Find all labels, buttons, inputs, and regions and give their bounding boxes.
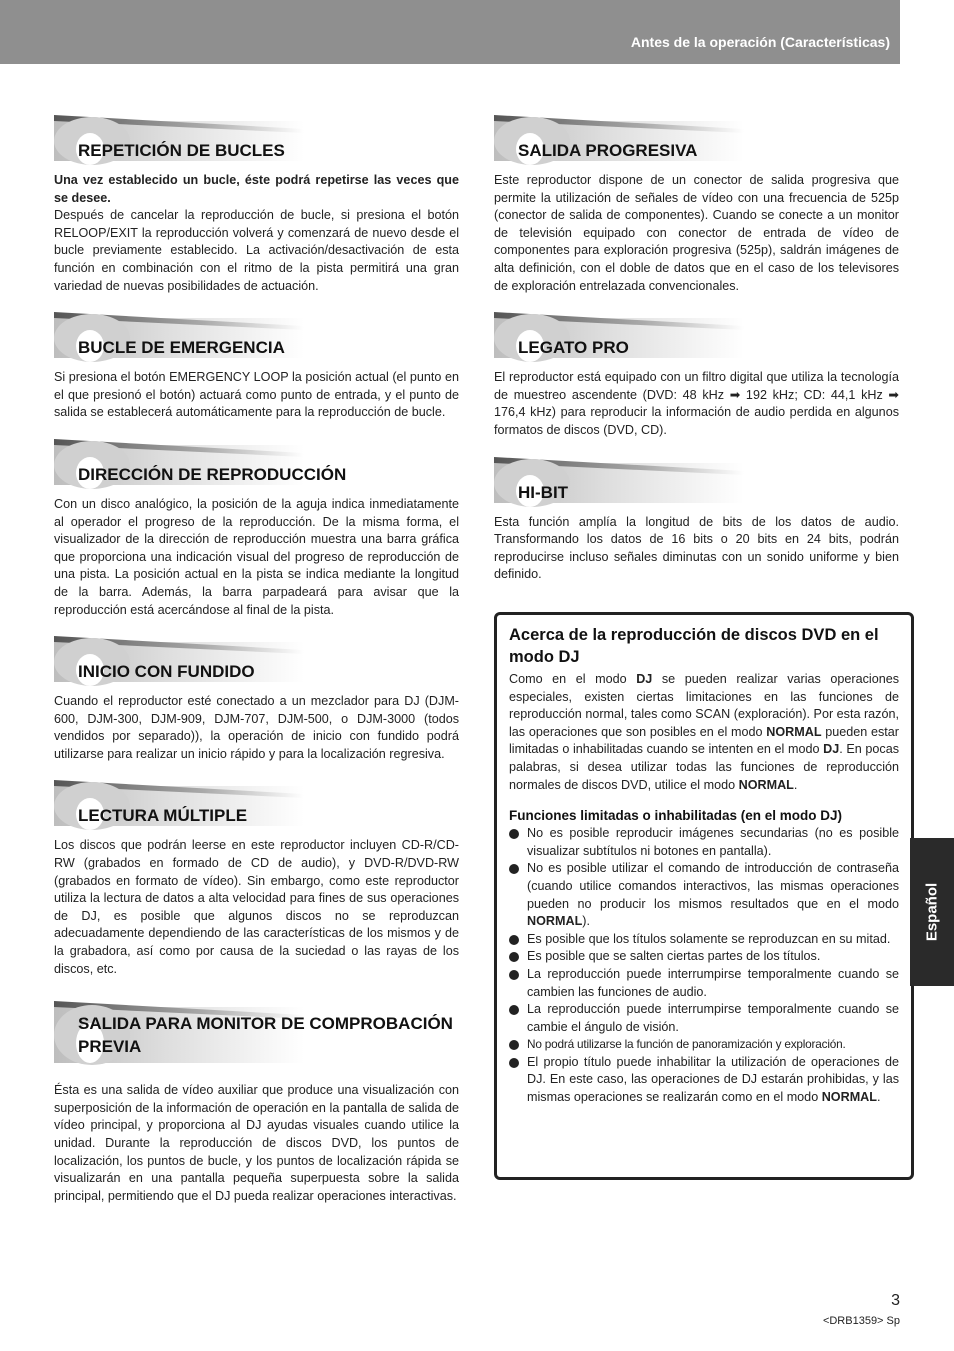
section-heading-plate (494, 112, 899, 172)
section-heading: SALIDA PARA MONITOR DE COMPROBACIÓN PREVIA (78, 1014, 453, 1057)
section-heading: DIRECCIÓN DE REPRODUCCIÓN (78, 464, 347, 484)
section-lead: Una vez establecido un bucle, éste podrá repetirse las veces que se desee. (54, 173, 459, 205)
bullet-icon (509, 1058, 519, 1068)
bullet-icon (509, 1040, 519, 1050)
section-heading: REPETICIÓN DE BUCLES (78, 141, 285, 160)
list-item: El propio título puede inhabilitar la utilización de operaciones de DJ. En este caso, las operaciones de DJ estarán prohibidas, y las mismas operaciones se realizarán como en el modo NORMAL. (509, 1054, 899, 1107)
section-repeticion (54, 112, 459, 295)
header-bar (0, 0, 900, 64)
list-item: No es posible reproducir imágenes secundarias (no es posible visualizar subtítulos ni botones en pantalla). (509, 825, 899, 860)
bullet-icon (509, 864, 519, 874)
section-body: Con un disco analógico, la posición de la aguja indica inmediatamente al operador el progreso de la reproducción. De la misma forma, el visualizador de la dirección de reproducción muestra una barra gráfica que proporciona una indicación visual del progreso de reproducción de una pista. La posición actual en la pista se indica mediante la longitud de la barra. Además, la barra parpadeará para avisar que la reproducción está acercándose al final de la pista. (54, 496, 459, 617)
list-item: No podrá utilizarse la función de panoramización y exploración. (509, 1036, 899, 1054)
section-heading: LECTURA MÚLTIPLE (78, 806, 248, 826)
section-body: Ésta es una salida de vídeo auxiliar que produce una visualización con superposición de la información de operación en la pantalla de salida de vídeo principal, y proporciona al DJ ayudas visuales cuando utilice la unidad. Durante la reproducción de discos DVD, los puntos de localización, los puntos de bucle, y los puntos de localización rápida se visualizarán en una pantalla pequeña superpuesta sobre la salida principal, permitiendo que el DJ pueda realizar operaciones interactivas. (54, 1083, 459, 1203)
right-column (494, 112, 899, 584)
list-item: Es posible que los títulos solamente se reproduzcan en su mitad. (509, 931, 899, 949)
section-heading-plate (54, 112, 459, 172)
language-tab-label: Español (923, 882, 941, 942)
bullet-icon (509, 935, 519, 945)
section-body: Los discos que podrán leerse en este reproductor incluyen CD-R/CD-RW (grabados en formado de CD de audio), y DVD-R/DVD-RW (grabados en formato de vídeo). Sin embargo, como este reproductor utiliza la lectura de datos a alta velocidad para fines de sus operaciones de DJ, es posible que algunos discos no se reproduzcan adecuadamente dependiendo de las características de los mismos y de la grabadora, así como por causa de la suciedad o las rayas de los discos, etc. (54, 838, 459, 976)
list-item: La reproducción puede interrumpirse temporalmente cuando se cambien las funciones de audio. (509, 966, 899, 1001)
header-title: Antes de la operación (Características) (630, 34, 890, 50)
section-inicio-fundido (54, 633, 459, 763)
section-heading-plate (54, 777, 459, 837)
list-item: Es posible que se salten ciertas partes de los títulos. (509, 948, 899, 966)
limitations-list (509, 825, 899, 1107)
section-bucle-emergencia (54, 309, 459, 422)
section-heading: LEGATO PRO (518, 338, 629, 358)
section-heading-plate (494, 309, 899, 369)
document-reference: <DRB1359> Sp (822, 1315, 900, 1327)
note-title: Acerca de la reproducción de discos DVD en el modo DJ (509, 626, 879, 666)
list-item: La reproducción puede interrumpirse temporalmente cuando se cambie el ángulo de visión. (509, 1001, 899, 1036)
list-item: No es posible utilizar el comando de introducción de contraseña (cuando utilice comandos interactivos, las mismas operaciones pueden no producir los mismos resultados que en el modo NORMAL). (509, 860, 899, 930)
section-body: Si presiona el botón EMERGENCY LOOP la posición actual (el punto en el que presionó el botón) actuará como punto de entrada, y el punto de salida se establecerá automáticamente para la reproducción de bucle. (54, 370, 459, 420)
section-body: Esta función amplía la longitud de bits de los datos de audio. Transformando los datos de 16 bits o 20 bits en 24 bits, podrán reproducirse incluso señales diminutas con un sonido uniforme y bien definido. (494, 514, 899, 582)
bullet-icon (509, 829, 519, 839)
section-heading: SALIDA PROGRESIVA (518, 141, 698, 160)
section-body: Cuando el reproductor esté conectado a un mezclador para DJ (DJM-600, DJM-300, DJM-909, DJM-707, DJM-500, o DJM-3000 (todos vendidos por separado)), la operación de inicio con fundido podrá utilizarse para realizar un inicio rápido y para la localización regresiva. (54, 694, 459, 761)
bullet-icon (509, 970, 519, 980)
section-body: Este reproductor dispone de un conector de salida progresiva que permite la utilización de señales de vídeo con una frecuencia de 525p (conector de salida de componentes). Cuando se conecte a un monitor de televisión equipado con conector de entrada de vídeo de componentes para exploración progresiva (525p), saldrán imágenes de alta definición, con el doble de datos que en el caso de los televisores de exploración entrelazada convencionales. (494, 173, 899, 293)
note-intro: Como en el modo DJ se pueden realizar varias operaciones especiales, existen ciertas limitaciones en las funciones de reproducción normal, tales como SCAN (exploración). Por esta razón, las operaciones que son posibles en el modo NORMAL pueden estar limitadas o inhabilitadas cuando se intenten en el modo DJ. En pocas palabras, si desea utilizar todas las funciones de reproducción normales de discos DVD, utilice el modo NORMAL. (509, 672, 899, 792)
section-heading: INICIO CON FUNDIDO (78, 662, 255, 682)
section-body: Después de cancelar la reproducción de bucle, si presiona el botón RELOOP/EXIT la reproducción volverá y comenzará de nuevo desde el bucle previamente establecido. La activación/desactivación de esta función en combinación con el ritmo de la pista permitirá una gran variedad de nuevas posibilidades de actuación. (54, 208, 459, 293)
left-column (54, 112, 459, 1205)
section-salida-progresiva (494, 112, 899, 295)
page-number: 3 (891, 1292, 900, 1309)
section-monitor-previa (54, 998, 459, 1205)
section-heading: HI-BIT (518, 482, 569, 502)
section-heading: BUCLE DE EMERGENCIA (78, 338, 285, 358)
bullet-icon (509, 1005, 519, 1015)
section-legato-pro (494, 309, 899, 439)
section-heading-plate (494, 454, 899, 514)
note-subheading: Funciones limitadas o inhabilitadas (en el modo DJ) (509, 808, 843, 824)
section-body: El reproductor está equipado con un filtro digital que utiliza la tecnología de muestreo ascendente (DVD: 48 kHz ➡ 192 kHz; CD: 44,1 kHz ➡ 176,4 kHz) para reproducir la información de audio perdida en algunos formatos de discos (DVD, CD). (494, 370, 899, 437)
section-heading-plate (54, 633, 459, 693)
language-tab (910, 838, 954, 986)
section-heading-plate (54, 436, 459, 496)
bullet-icon (509, 952, 519, 962)
section-lectura-multiple (54, 777, 459, 978)
section-heading-plate (54, 309, 459, 369)
section-heading-plate (54, 998, 459, 1082)
section-direccion (54, 436, 459, 619)
section-hi-bit (494, 454, 899, 584)
dj-mode-note-box (494, 612, 914, 1180)
